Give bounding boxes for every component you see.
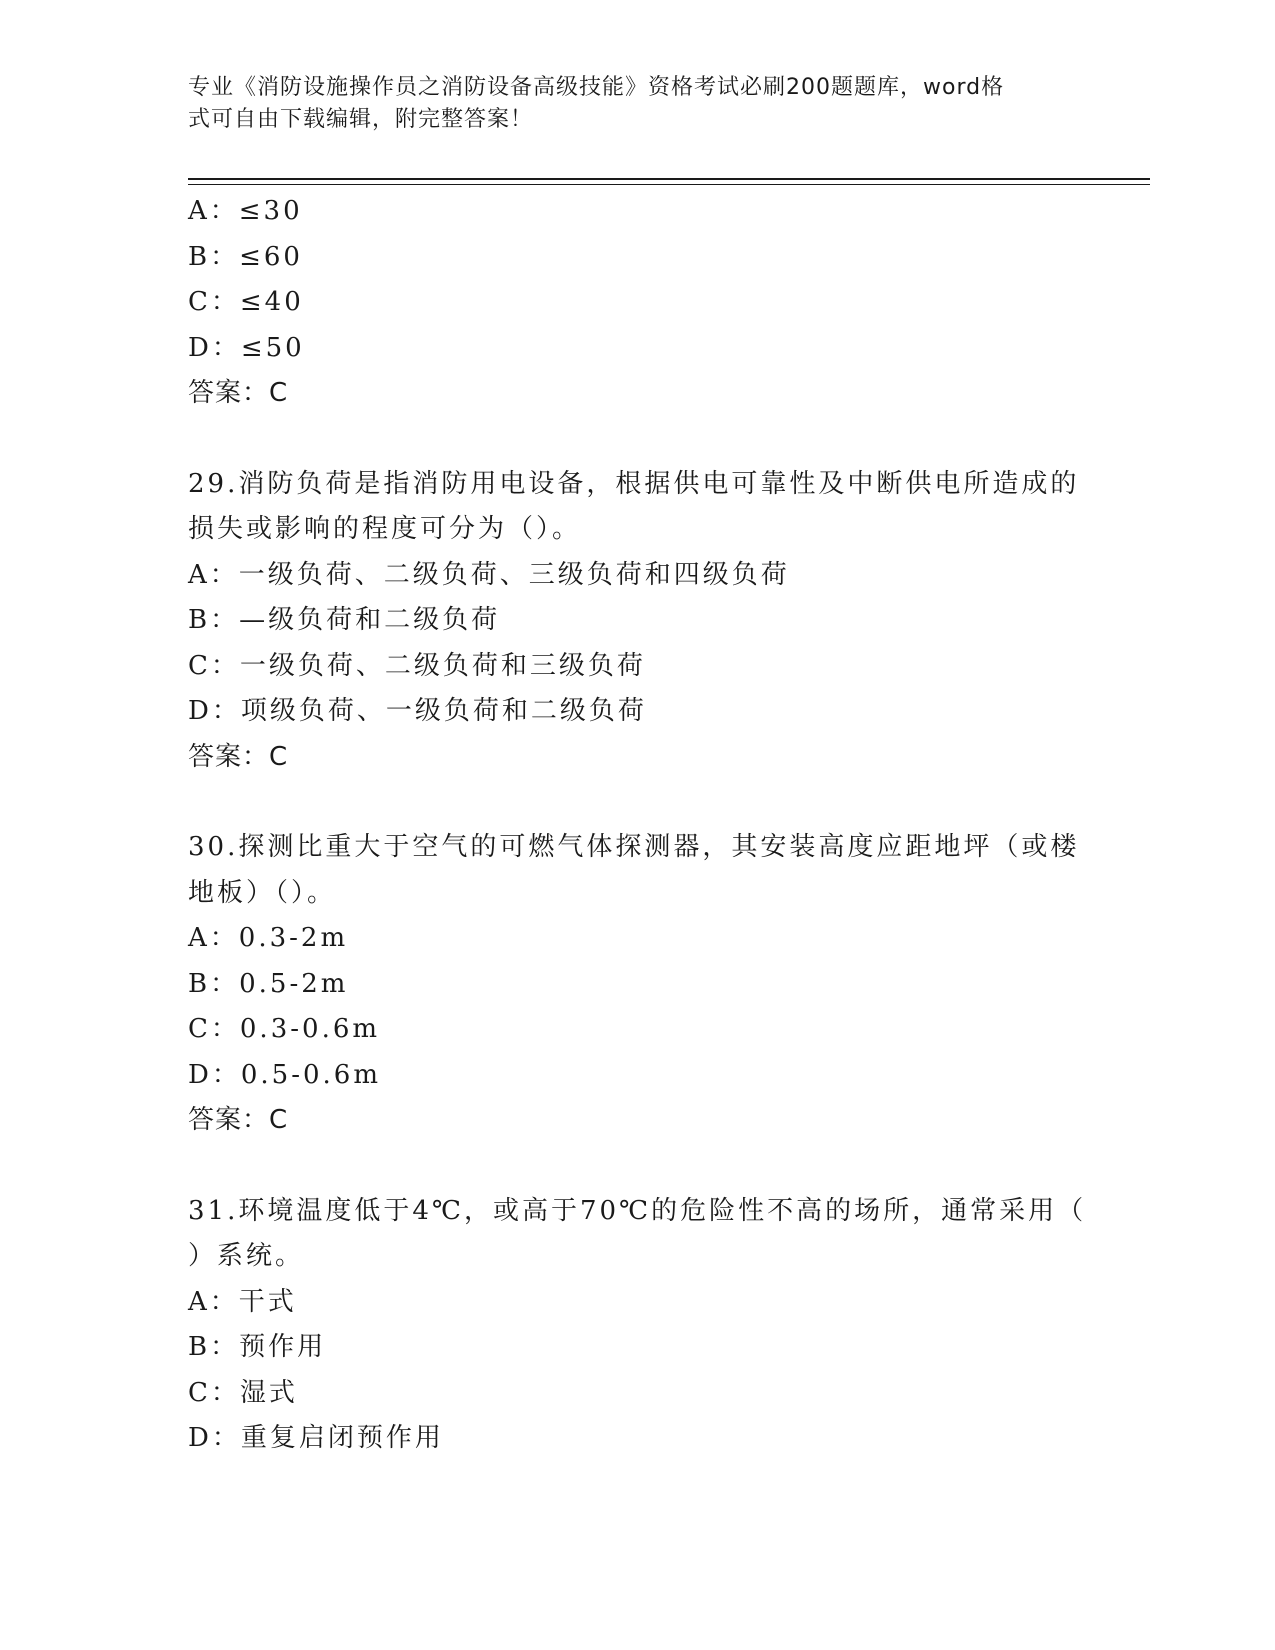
option-a: A：干式 xyxy=(188,1286,297,1317)
header-line-2: 式可自由下载编辑，附完整答案！ xyxy=(188,107,534,132)
option-a: A：≤30 xyxy=(188,196,303,226)
question-list xyxy=(188,189,1088,1462)
option-b: B：≤60 xyxy=(188,241,303,272)
header-rule-thick xyxy=(188,178,1150,180)
option-b: B：0.5-2m xyxy=(188,968,349,999)
answer: 答案：C xyxy=(188,378,289,408)
question-stem-cont: ）系统。 xyxy=(188,1241,305,1271)
question-stem-cont: 地板）（）。 xyxy=(188,877,337,908)
answer: 答案：C xyxy=(188,1105,289,1135)
header-rule-thin xyxy=(188,184,1150,185)
option-d: D：≤50 xyxy=(188,332,305,363)
option-c: C：≤40 xyxy=(188,287,304,317)
option-c: C：湿式 xyxy=(188,1377,298,1408)
option-d: D：0.5-0.6m xyxy=(188,1059,381,1090)
option-c: C：0.3-0.6m xyxy=(188,1014,381,1044)
option-d: D：项级负荷、一级负荷和二级负荷 xyxy=(188,696,647,726)
answer: 答案：C xyxy=(188,741,289,772)
document-header xyxy=(188,72,1068,136)
option-a: A：0.3-2m xyxy=(188,923,349,953)
question-stem: 31.环境温度低于4℃，或高于70℃的危险性不高的场所，通常采用（ xyxy=(188,1195,1087,1226)
question-28 xyxy=(188,189,1088,417)
question-29 xyxy=(188,462,1088,781)
option-a: A：一级负荷、二级负荷、三级负荷和四级负荷 xyxy=(188,559,790,590)
option-b: B：—级负荷和二级负荷 xyxy=(188,605,501,635)
question-30 xyxy=(188,825,1088,1144)
question-stem: 30.探测比重大于空气的可燃气体探测器，其安装高度应距地坪（或楼 xyxy=(188,832,1080,862)
question-stem: 29.消防负荷是指消防用电设备，根据供电可靠性及中断供电所造成的 xyxy=(188,468,1080,499)
option-d: D：重复启闭预作用 xyxy=(188,1423,444,1453)
option-c: C：一级负荷、二级负荷和三级负荷 xyxy=(188,650,646,681)
option-b: B：预作用 xyxy=(188,1332,327,1362)
question-stem-cont: 损失或影响的程度可分为（）。 xyxy=(188,514,582,544)
header-line-1: 专业《消防设施操作员之消防设备高级技能》资格考试必刷200题题库，word格 xyxy=(188,75,1005,100)
question-31 xyxy=(188,1189,1088,1462)
